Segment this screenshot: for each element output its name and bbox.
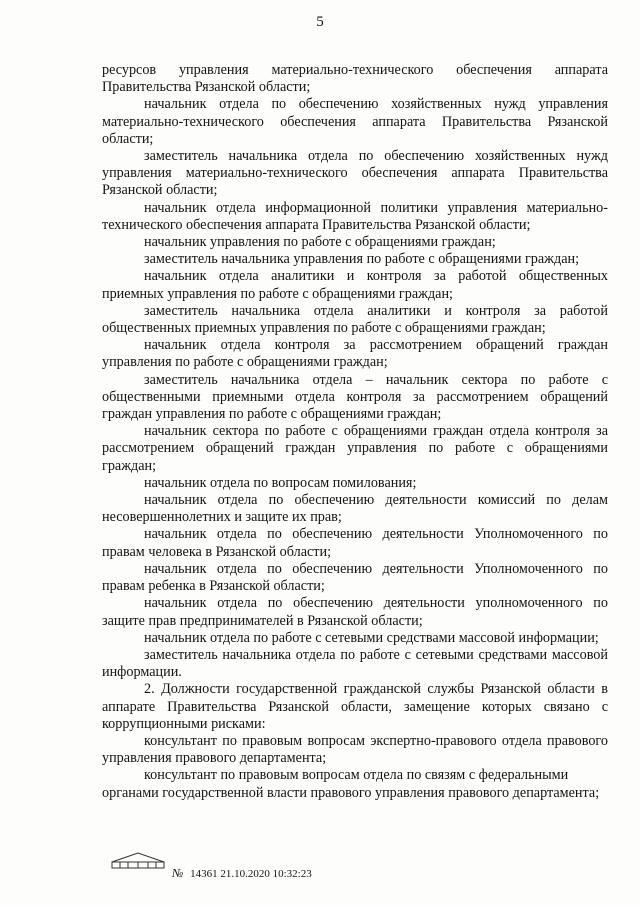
paragraph: консультант по правовым вопросам экспертно-правового отдела правового управления правового департамента; — [102, 732, 608, 767]
document-body — [102, 62, 608, 802]
registration-stamp — [172, 866, 312, 881]
page-number: 5 — [316, 14, 324, 30]
number-sign: № — [172, 866, 184, 880]
paragraph: начальник отдела аналитики и контроля за работой общественных приемных управления по работе с обращениями граждан; — [102, 268, 608, 302]
paragraph: заместитель начальника отдела – начальник сектора по работе с общественными приемными отдела контроля за рассмотрением обращений граждан управления по работе с обращениями граждан; — [102, 371, 608, 423]
paragraph: начальник отдела по обеспечению деятельности уполномоченного по защите прав предпринимателей в Рязанской области; — [102, 595, 608, 629]
paragraph: заместитель начальника управления по работе с обращениями граждан; — [144, 251, 580, 268]
registration-number-datetime: 14361 21.10.2020 10:32:23 — [190, 868, 312, 880]
paragraph: начальник отдела по обеспечению деятельности Уполномоченного по правам человека в Рязанской области; — [102, 526, 608, 560]
paragraph: 2. Должности государственной гражданской службы Рязанской области в аппарате Правительства Рязанской области, замещение которых связано с коррупционными рисками: — [102, 681, 608, 732]
government-building-stamp-icon — [110, 850, 166, 870]
paragraph: начальник управления по работе с обращениями граждан; — [144, 234, 496, 251]
paragraph: начальник отдела по вопросам помилования; — [144, 474, 417, 491]
paragraph: заместитель начальника отдела по работе с сетевыми средствами массовой информации. — [102, 646, 608, 681]
registration-footer — [110, 850, 370, 900]
paragraph: начальник отдела по обеспечению хозяйственных нужд управления материально-технического обеспечения аппарата Правительства Рязанской области; — [102, 96, 608, 147]
paragraph: начальник сектора по работе с обращениями граждан отдела контроля за рассмотрением обращений граждан управления по работе с обращениями граждан; — [102, 423, 608, 474]
paragraph: начальник отдела информационной политики управления материально-технического обеспечения аппарата Правительства Рязанской области; — [102, 199, 608, 233]
paragraph: начальник отдела по обеспечению деятельности комиссий по делам несовершеннолетних и защите их прав; — [102, 492, 608, 526]
paragraph: заместитель начальника отдела аналитики и контроля за работой общественных приемных управления по работе с обращениями граждан; — [102, 302, 608, 337]
paragraph: начальник отдела по обеспечению деятельности Уполномоченного по правам ребенка в Рязанской области; — [102, 560, 608, 595]
paragraph: начальник отдела по работе с сетевыми средствами массовой информации; — [144, 629, 599, 646]
paragraph: начальник отдела контроля за рассмотрением обращений граждан управления по работе с обращениями граждан; — [102, 337, 608, 371]
paragraph: ресурсов управления материально-технического обеспечения аппарата Правительства Рязанской области; — [102, 62, 608, 96]
paragraph: заместитель начальника отдела по обеспечению хозяйственных нужд управления материально-технического обеспечения аппарата Правительства Рязанской области; — [102, 148, 608, 199]
paragraph: консультант по правовым вопросам отдела по связям с федеральными органами государственной власти правового управления правового департамента; — [102, 767, 600, 801]
